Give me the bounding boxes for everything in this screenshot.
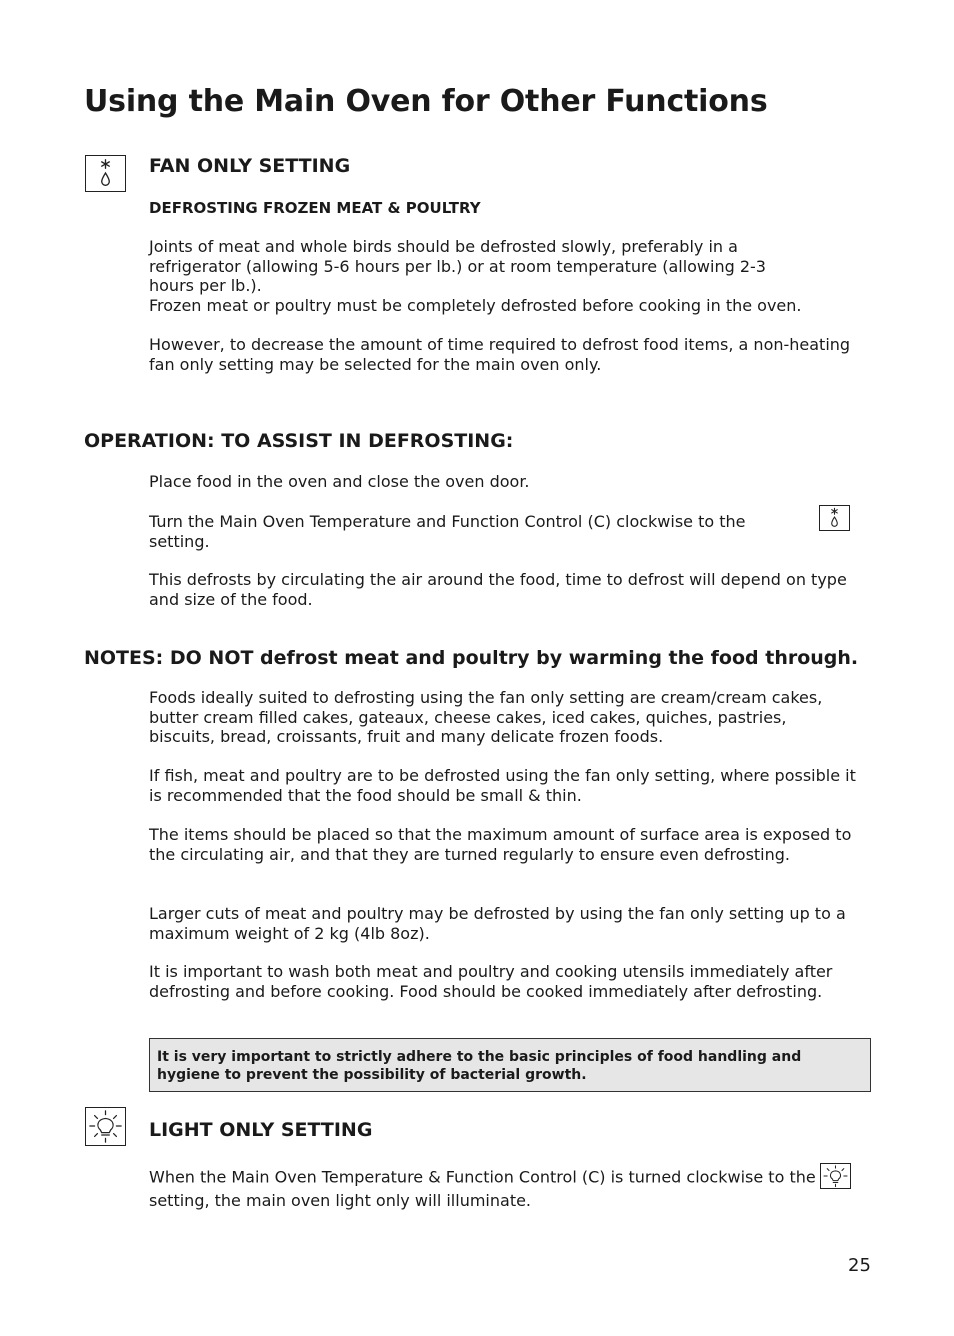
fan-only-paragraph-1: Joints of meat and whole birds should be defrosted slowly, preferably in a refrigerator (allowing 5-6 hours per lb.) or at room temperature (allowing 2-3 hours per lb.). Frozen meat or poultry must be completely defrosted before cooking in the oven. bbox=[149, 237, 802, 315]
page-number: 25 bbox=[848, 1255, 871, 1276]
fan-only-heading: FAN ONLY SETTING bbox=[149, 155, 351, 177]
operation-heading: OPERATION: TO ASSIST IN DEFROSTING: bbox=[84, 430, 514, 452]
fan-only-paragraph-2: However, to decrease the amount of time required to defrost food items, a non-heating fan only setting may be selected for the main oven only. bbox=[149, 335, 851, 374]
hygiene-warning-text: It is very important to strictly adhere to the basic principles of food handling and hygiene to prevent the possibility of bacterial growth. bbox=[157, 1049, 802, 1083]
light-only-heading: LIGHT ONLY SETTING bbox=[149, 1119, 373, 1141]
notes-heading: NOTES: DO NOT defrost meat and poultry by warming the food through. bbox=[84, 647, 859, 669]
operation-paragraph-2: Turn the Main Oven Temperature and Function Control (C) clockwise to the setting. bbox=[149, 512, 746, 551]
light-only-paragraph: When the Main Oven Temperature & Function Control (C) is turned clockwise to the setting, the main oven light only will illuminate. bbox=[149, 1165, 861, 1211]
notes-paragraph-1: Foods ideally suited to defrosting using the fan only setting are cream/cream cakes, butter cream filled cakes, gateaux, cheese cakes, iced cakes, quiches, pastries, biscuits, bread, croissants, fruit and many delicate frozen foods. bbox=[149, 688, 823, 747]
oven-light-icon bbox=[85, 1107, 126, 1146]
notes-paragraph-3: The items should be placed so that the maximum amount of surface area is exposed to the circulating air, and that they are turned regularly to ensure even defrosting. bbox=[149, 825, 852, 864]
oven-light-icon bbox=[820, 1163, 851, 1189]
notes-paragraph-4: Larger cuts of meat and poultry may be defrosted by using the fan only setting up to a maximum weight of 2 kg (4lb 8oz). bbox=[149, 904, 846, 943]
page-title: Using the Main Oven for Other Functions bbox=[84, 84, 768, 119]
operation-paragraph-1: Place food in the oven and close the oven door. bbox=[149, 472, 530, 491]
hygiene-warning-box bbox=[149, 1038, 871, 1092]
notes-paragraph-5: It is important to wash both meat and poultry and cooking utensils immediately after defrosting and before cooking. Food should be cooked immediately after defrosting. bbox=[149, 962, 833, 1001]
operation-paragraph-3: This defrosts by circulating the air around the food, time to defrost will depend on type and size of the food. bbox=[149, 570, 847, 609]
fan-defrost-icon bbox=[85, 155, 126, 192]
fan-defrost-icon bbox=[819, 505, 850, 531]
notes-paragraph-2: If fish, meat and poultry are to be defrosted using the fan only setting, where possible it is recommended that the food should be small & thin. bbox=[149, 766, 856, 805]
defrost-subheading: DEFROSTING FROZEN MEAT & POULTRY bbox=[149, 199, 481, 217]
